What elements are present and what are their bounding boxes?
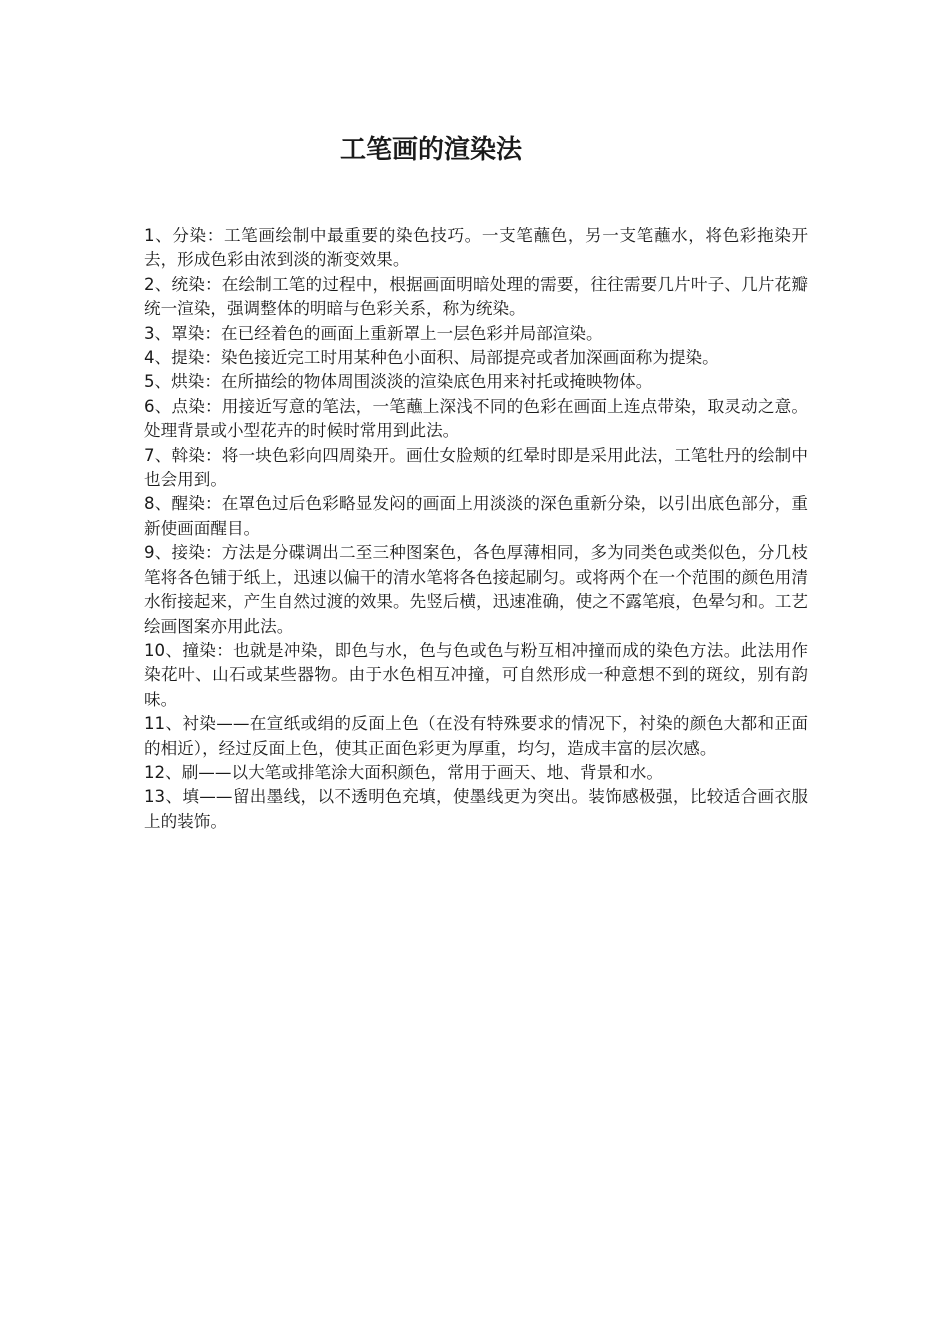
- paragraph-1: 1、分染：工笔画绘制中最重要的染色技巧。一支笔蘸色，另一支笔蘸水，将色彩拖染开去，形成色彩由浓到淡的渐变效果。: [144, 226, 808, 270]
- paragraph-12: 12、刷——以大笔或排笔涂大面积颜色，常用于画天、地、背景和水。: [144, 762, 663, 782]
- paragraph-3: 3、罩染：在已经着色的画面上重新罩上一层色彩并局部渲染。: [144, 323, 603, 343]
- paragraph-5: 5、烘染：在所描绘的物体周围淡淡的渲染底色用来衬托或掩映物体。: [144, 372, 653, 392]
- document-title: 工笔画的渲染法: [339, 135, 522, 165]
- paragraph-8: 8、醒染：在罩色过后色彩略显发闷的画面上用淡淡的深色重新分染，以引出底色部分，重新使画面醒目。: [144, 494, 808, 538]
- paragraph-4: 4、提染：染色接近完工时用某种色小面积、局部提亮或者加深画面称为提染。: [144, 348, 719, 368]
- paragraph-7: 7、斡染：将一块色彩向四周染开。画仕女脸颊的红晕时即是采用此法，工笔牡丹的绘制中也会用到。: [144, 445, 808, 490]
- paragraph-10: 10、撞染：也就是冲染，即色与水，色与色或色与粉互相冲撞而成的染色方法。此法用作染花叶、山石或某些器物。由于水色相互冲撞，可自然形成一种意想不到的斑纹，别有韵味。: [144, 640, 808, 709]
- paragraph-9: 9、接染：方法是分碟调出二至三种图案色，各色厚薄相同，多为同类色或类似色，分几枝笔将各色铺于纸上，迅速以偏干的清水笔将各色接起刷匀。或将两个在一个范围的颜色用清水衔接起来，产生自然过渡的效果。先竖后横，迅速准确，使之不露笔痕，色晕匀和。工艺绘画图案亦用此法。: [144, 543, 808, 636]
- document-body: [144, 224, 808, 834]
- paragraph-2: 2、统染：在绘制工笔的过程中，根据画面明暗处理的需要，往往需要几片叶子、几片花瓣统一渲染，强调整体的明暗与色彩关系，称为统染。: [144, 274, 808, 319]
- paragraph-13: 13、填——留出墨线，以不透明色充填，使墨线更为突出。装饰感极强，比较适合画衣服上的装饰。: [144, 787, 808, 831]
- paragraph-11: 11、衬染——在宣纸或绢的反面上色（在没有特殊要求的情况下，衬染的颜色大都和正面的相近），经过反面上色，使其正面色彩更为厚重，均匀，造成丰富的层次感。: [144, 714, 808, 758]
- paragraph-6: 6、点染：用接近写意的笔法，一笔蘸上深浅不同的色彩在画面上连点带染，取灵动之意。处理背景或小型花卉的时候时常用到此法。: [144, 396, 808, 441]
